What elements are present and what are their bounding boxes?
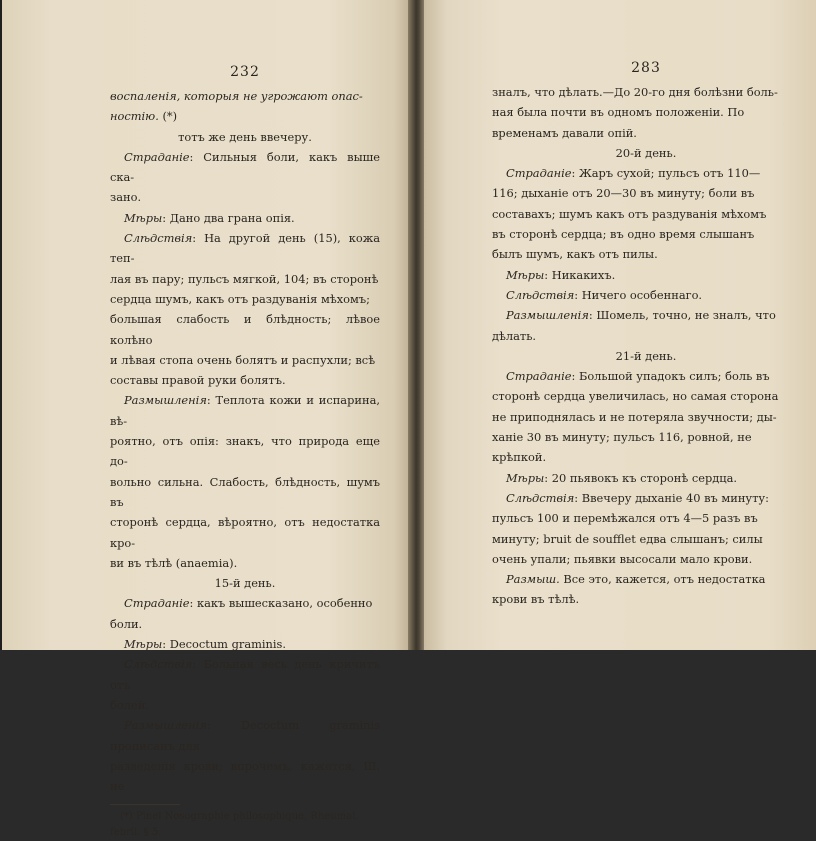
text-line: [492, 123, 800, 143]
footnote-rule: [110, 804, 180, 805]
line-text: : 20 пьявокъ къ сторонѣ сердца.: [544, 470, 738, 485]
italic-term: Слѣдствія: [124, 657, 193, 672]
line-text: боли.: [110, 616, 143, 631]
text-line: [110, 187, 380, 207]
text-line: [492, 204, 800, 224]
line-text: вольно сильна. Слабость, блѣдность, шумъ въ: [110, 474, 380, 509]
line-text: составахъ; шумъ какъ отъ раздуванія мѣхомъ: [492, 206, 767, 221]
italic-term: воспаленія, которыя не угрожают опас-: [110, 89, 363, 103]
line-text: : Decoctum graminis прописанъ для: [110, 718, 380, 753]
text-line: [492, 366, 800, 386]
text-line: [492, 508, 800, 528]
right-page: [424, 0, 816, 650]
text-line: [110, 512, 380, 553]
line-text: и лѣвая стопа очень болятъ и распухли; всѣ: [110, 352, 376, 367]
line-text: составы правой руки болятъ.: [110, 373, 286, 388]
page-text: [492, 82, 800, 610]
line-text: зналъ, что дѣлать.—До 20-го дня болѣзни боль-: [492, 85, 778, 99]
line-text: дѣлать.: [492, 328, 537, 343]
line-text: ханіе 30 въ минуту; пульсъ 116, ровной, не: [492, 430, 752, 445]
text-line: [492, 143, 800, 163]
line-text: зано.: [110, 190, 142, 205]
line-text: : Большой упадокъ силъ; боль въ: [571, 369, 770, 384]
text-line: [110, 614, 380, 634]
line-text: лая въ пару; пульсъ мягкой, 104; въ сторонѣ: [110, 271, 379, 286]
text-line: [110, 695, 380, 715]
line-text: : Теплота кожи и испарина, вѣ-: [110, 393, 380, 428]
text-line: [110, 634, 380, 654]
text-line: [492, 569, 800, 589]
text-line: [110, 715, 380, 756]
italic-term: Мѣры: [506, 267, 545, 282]
text-line: [492, 305, 800, 325]
text-line: [492, 224, 800, 244]
line-text: былъ шумъ, какъ отъ пилы.: [492, 247, 658, 262]
line-text: : Сильныя боли, какъ выше ска-: [110, 149, 380, 185]
text-line: [110, 289, 380, 309]
italic-term: Страданіе: [506, 369, 572, 384]
footnote: (*) Pinel Nosographie philosophique, Rheumat. febril. § 5.: [110, 811, 360, 839]
line-text: : Ввечеру дыханіе 40 въ минуту:: [574, 490, 769, 505]
text-line: [110, 593, 380, 613]
text-line: [110, 350, 380, 370]
text-line: [110, 86, 380, 106]
line-text: пульсъ 100 и перемѣжался отъ 4—5 разъ въ: [492, 511, 758, 526]
line-text: : Никакихъ.: [544, 267, 616, 282]
line-text: минуту; bruit de soufflet едва слышанъ; силы: [492, 531, 763, 546]
italic-term: Мѣры: [506, 470, 545, 485]
text-line: [492, 386, 800, 406]
text-line: [110, 208, 380, 228]
italic-term: Слѣдствія: [124, 231, 193, 246]
italic-term: Мѣры: [124, 210, 163, 225]
section-heading: 21-й день.: [615, 348, 677, 363]
text-line: [492, 427, 800, 447]
text-line: [110, 431, 380, 472]
line-text: ви въ тѣлѣ (anaemia).: [110, 555, 238, 570]
text-line: [110, 147, 380, 188]
line-text: сторонѣ сердца увеличилась, но самая сторона: [492, 389, 779, 404]
italic-term: Мѣры: [124, 637, 163, 652]
text-line: [492, 488, 800, 508]
text-line: [492, 407, 800, 427]
page-number: 283: [631, 60, 661, 76]
line-text: сторонѣ сердца, вѣроятно, отъ недостатка кро-: [110, 515, 380, 550]
text-line: [110, 553, 380, 573]
line-text: сердца шумъ, какъ отъ раздуванія мѣхомъ;: [110, 291, 370, 306]
text-line: [110, 269, 380, 289]
text-line: [492, 346, 800, 366]
line-text: : На другой день (15), кожа теп-: [110, 231, 380, 266]
section-heading: 15-й день.: [214, 576, 276, 591]
section-heading: тотъ же день ввечеру.: [178, 129, 312, 144]
italic-term: Страданіе: [506, 166, 572, 181]
line-text: : Шомель, точно, не зналъ, что: [588, 308, 776, 323]
italic-term: ностію.: [110, 109, 159, 124]
text-line: [110, 654, 380, 695]
text-line: [492, 82, 800, 102]
text-line: [110, 127, 380, 147]
page-number: 232: [230, 64, 260, 80]
italic-term: Размышленія: [124, 718, 207, 733]
text-line: [492, 549, 800, 569]
italic-term: Слѣдствія: [506, 287, 575, 302]
italic-term: Страданіе: [124, 596, 190, 611]
line-text: (*): [158, 109, 178, 124]
section-heading: 20-й день.: [615, 145, 677, 160]
text-line: [492, 183, 800, 203]
line-text: : Больная весь день кричитъ отъ: [110, 657, 380, 692]
text-line: [492, 326, 800, 346]
line-text: разведенія крови; впрочемъ, кажется, Ш. не: [110, 758, 380, 794]
line-text: : какъ вышесказано, особенно: [189, 596, 373, 611]
line-text: : Ничего особеннаго.: [574, 287, 703, 302]
text-line: [492, 285, 800, 305]
line-text: роятно, отъ опія: знакъ, что природа еще до-: [110, 434, 380, 469]
text-line: [492, 468, 800, 488]
line-text: не приподнялась и не потеряла звучности; ды-: [492, 409, 777, 424]
line-text: 116; дыханіе отъ 20—30 въ минуту; боли въ: [492, 186, 755, 201]
text-line: [110, 756, 380, 797]
left-page: [2, 0, 410, 839]
line-text: ная была почти въ одномъ положеніи. По: [492, 105, 745, 120]
line-text: : Жаръ сухой; пульсъ отъ 110—: [571, 166, 761, 181]
text-line: [492, 163, 800, 183]
line-text: большая слабость и блѣдность; лѣвое колѣно: [110, 312, 380, 347]
line-text: очень упали; пьявки высосали мало крови.: [492, 551, 753, 566]
line-text: въ сторонѣ сердца; въ одно время слышанъ: [492, 227, 755, 242]
line-text: болей.: [110, 697, 149, 712]
text-line: [110, 106, 380, 126]
line-text: крови въ тѣлѣ.: [492, 592, 580, 607]
text-line: [110, 309, 380, 350]
text-line: [492, 447, 800, 467]
italic-term: Размышленія: [124, 393, 207, 408]
italic-term: Слѣдствія: [506, 490, 575, 505]
text-line: [492, 244, 800, 264]
text-line: [110, 390, 380, 431]
text-line: [492, 589, 800, 609]
line-text: : Decoctum graminis.: [162, 637, 286, 652]
text-line: [492, 265, 800, 285]
text-line: [110, 370, 380, 390]
line-text: крѣпкой.: [492, 450, 547, 465]
text-line: [110, 228, 380, 269]
line-text: Все это, кажется, отъ недостатка: [559, 572, 766, 587]
page-text: [110, 86, 380, 796]
text-line: [492, 529, 800, 549]
line-text: : Дано два грана опія.: [162, 210, 295, 225]
text-line: [110, 472, 380, 513]
line-text: временамъ давали опій.: [492, 125, 637, 140]
text-line: [110, 573, 380, 593]
italic-term: Размыш.: [506, 572, 560, 587]
italic-term: Размышленія: [506, 308, 589, 323]
italic-term: Страданіе: [124, 149, 190, 164]
text-line: [492, 102, 800, 122]
